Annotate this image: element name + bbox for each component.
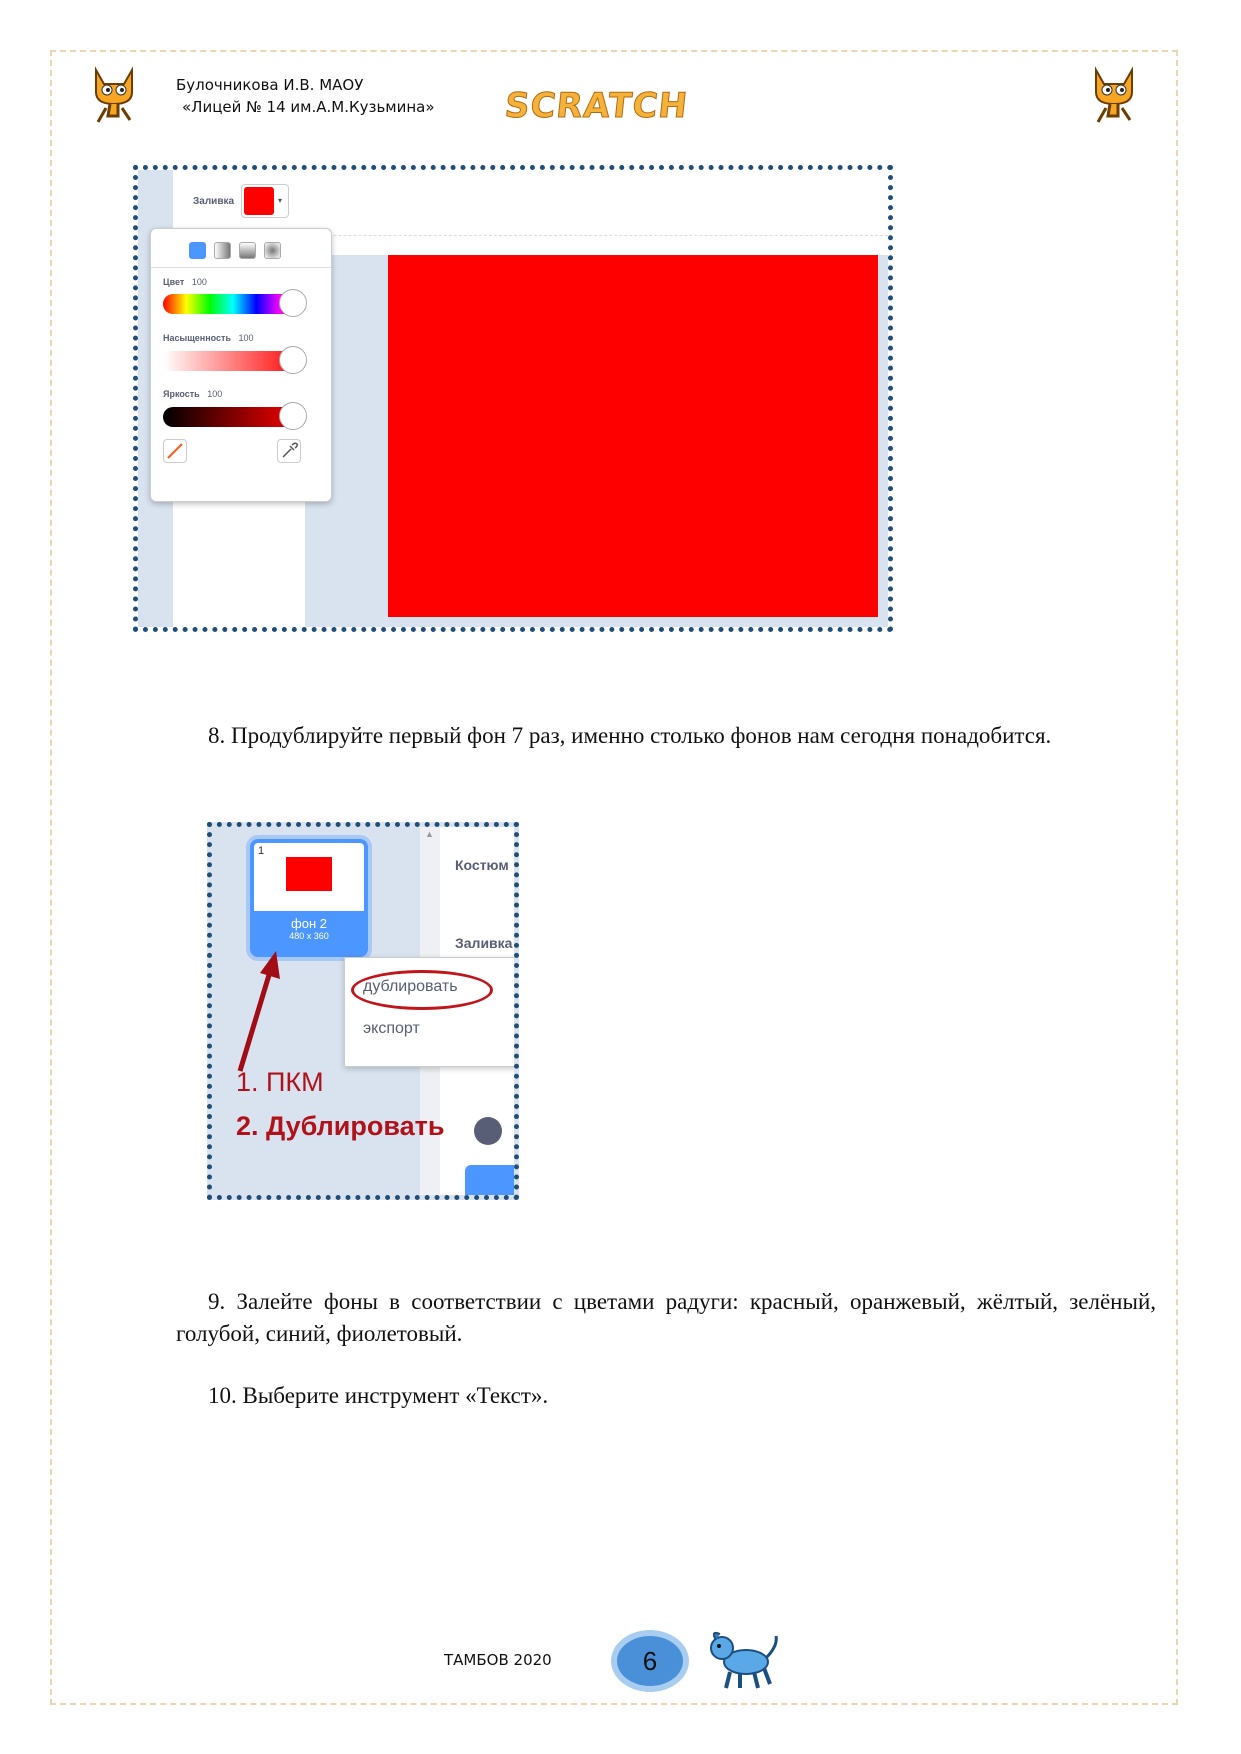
fill-swatch-color — [244, 187, 274, 215]
step-9-text: 9. Залейте фоны в соответствии с цветами радуги: красный, оранжевый, жёлтый, зелёный, голубой, синий, фиолетовый. — [176, 1289, 1156, 1346]
red-canvas — [388, 255, 878, 617]
brightness-value: 100 — [207, 389, 223, 399]
school-line: «Лицей № 14 им.А.М.Кузьмина» — [182, 98, 435, 116]
red-arrow-icon — [232, 945, 292, 1075]
context-menu — [344, 957, 519, 1067]
fill-type-radial-gradient[interactable] — [264, 242, 281, 259]
step-10-text: 10. Выберите инструмент «Текст». — [208, 1383, 549, 1408]
menu-item-duplicate[interactable]: дублировать — [363, 978, 458, 995]
thumb-red-preview — [286, 857, 332, 891]
no-fill-icon — [164, 440, 186, 462]
saturation-value: 100 — [238, 333, 254, 343]
screenshot-duplicate-menu — [207, 822, 519, 1200]
fill-type-vertical-gradient[interactable] — [239, 242, 256, 259]
fill-type-horizontal-gradient[interactable] — [214, 242, 231, 259]
popup-divider — [151, 267, 331, 268]
saturation-slider-handle[interactable] — [279, 346, 307, 374]
color-picker-popup — [150, 228, 332, 502]
thumb-number: 1 — [258, 845, 265, 857]
duplicate-highlight-oval — [351, 970, 493, 1010]
screenshot-fill-picker — [133, 165, 893, 632]
chevron-down-icon: ▾ — [278, 196, 283, 205]
saturation-label: Насыщенность — [163, 333, 231, 343]
bottom-blue-button[interactable] — [465, 1165, 519, 1200]
fill-label: Заливка — [193, 196, 235, 207]
color-slider-handle[interactable] — [279, 289, 307, 317]
scratch-cat-icon-right — [1082, 62, 1146, 126]
blue-dog-icon — [706, 1628, 782, 1692]
stop-icon — [474, 1117, 502, 1145]
color-label: Цвет — [163, 277, 185, 287]
fill-swatch-button[interactable] — [241, 184, 289, 218]
author-line: Булочникова И.В. МАОУ — [176, 76, 364, 94]
scratch-cat-icon-left — [82, 62, 146, 126]
brightness-slider-handle[interactable] — [279, 402, 307, 430]
backdrop-thumbnail[interactable] — [250, 839, 368, 957]
brightness-label: Яркость — [163, 389, 200, 399]
backdrop-name: фон 2 — [291, 916, 327, 931]
scratch-logo: SCRATCH — [502, 86, 691, 126]
scroll-up-icon[interactable]: ▲ — [425, 829, 434, 839]
footer-city-year: ТАМБОВ 2020 — [444, 1651, 552, 1669]
costume-label: Костюм — [455, 857, 509, 873]
fill-type-solid[interactable] — [189, 242, 206, 259]
color-value: 100 — [191, 277, 207, 287]
fill-label: Заливка — [455, 935, 513, 951]
menu-item-export[interactable]: экспорт — [363, 1020, 420, 1037]
annotation-duplicate: 2. Дублировать — [236, 1111, 445, 1141]
eyedropper-button[interactable] — [277, 439, 301, 463]
page-number: 6 — [617, 1636, 683, 1686]
no-fill-button[interactable] — [163, 439, 187, 463]
backdrop-size: 480 x 360 — [289, 931, 329, 941]
eyedropper-icon — [278, 440, 300, 462]
step-8-text: 8. Продублируйте первый фон 7 раз, именно столько фонов нам сегодня понадобится. — [208, 723, 1052, 748]
annotation-rmb: 1. ПКМ — [236, 1067, 324, 1097]
